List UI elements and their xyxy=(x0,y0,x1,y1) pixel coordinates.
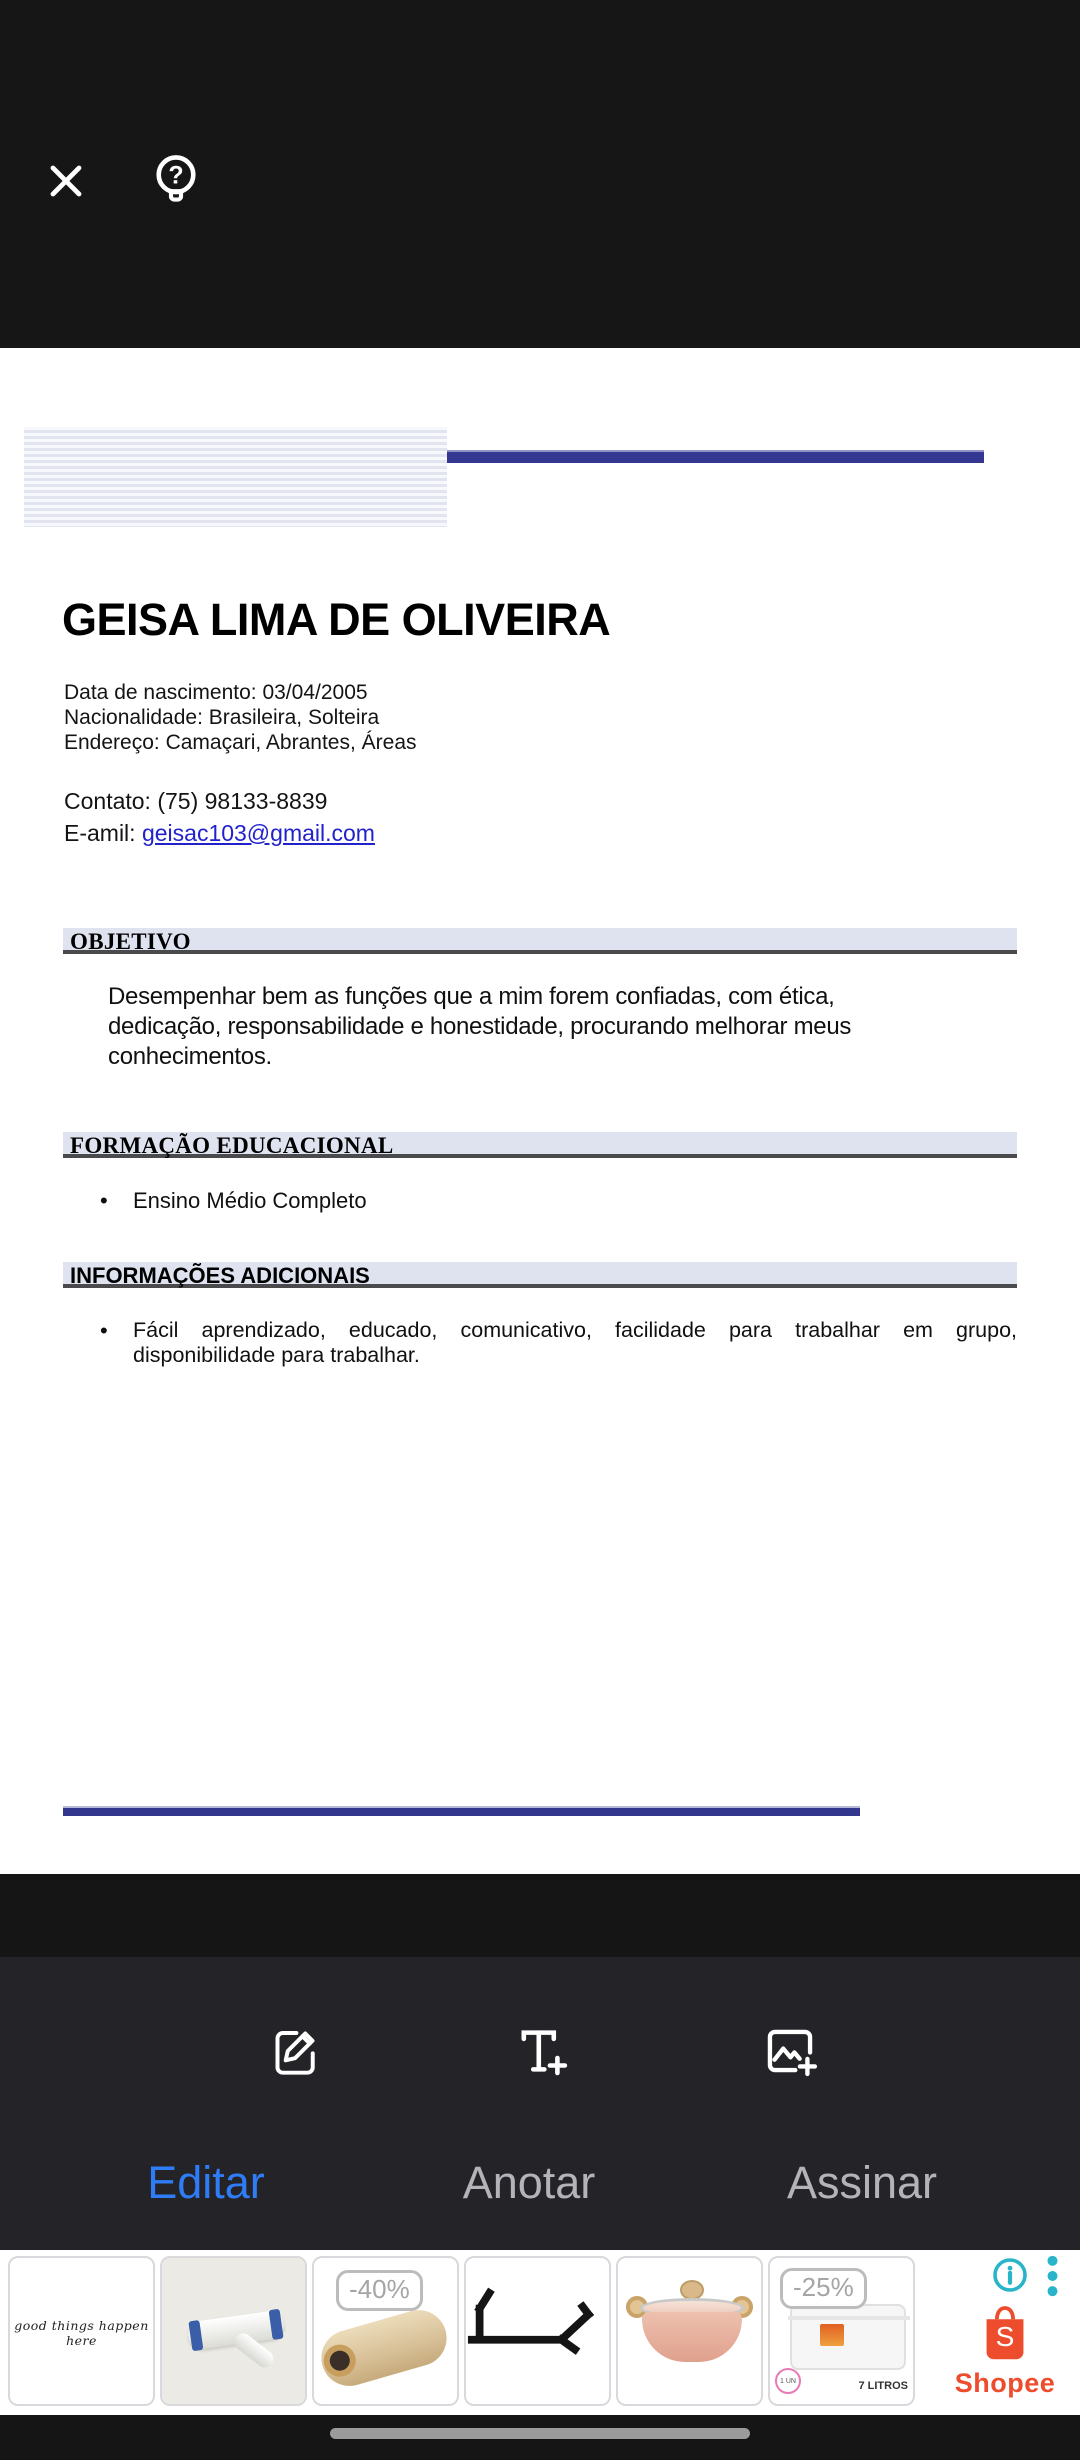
add-image-tool-button[interactable] xyxy=(760,2022,820,2082)
ad-options-button[interactable] xyxy=(1042,2254,1062,2298)
bullet-text: Fácil aprendizado, educado, comunicativo, facilidade para trabalhar em grupo, disponibilidade para trabalhar. xyxy=(133,1318,1017,1367)
email-label: E-amil: xyxy=(64,820,142,846)
ad-info-icon xyxy=(992,2281,1028,2296)
close-button[interactable] xyxy=(42,158,90,206)
container-unit-badge: 1 UN xyxy=(775,2368,801,2394)
container-size-label: 7 LITROS xyxy=(858,2380,908,2392)
ad-product-card-pot[interactable] xyxy=(616,2256,763,2406)
product-photo-container xyxy=(790,2304,906,2370)
add-image-icon xyxy=(761,2068,819,2083)
ad-product-card-container[interactable] xyxy=(768,2256,915,2406)
document-page[interactable] xyxy=(0,348,1080,1874)
personal-info xyxy=(64,680,417,755)
contact-line: Contato: (75) 98133-8839 xyxy=(64,788,328,814)
help-button[interactable] xyxy=(150,152,202,212)
info-line: Data de nascimento: 03/04/2005 xyxy=(64,681,368,704)
bottom-toolbar xyxy=(0,1957,1080,2250)
product-photo-plastic-wrap xyxy=(315,2303,453,2392)
three-dots-menu-icon xyxy=(1046,2286,1059,2301)
email-link[interactable]: geisac103@gmail.com xyxy=(141,820,375,846)
product-photo-bracket xyxy=(466,2258,609,2404)
tab-editar[interactable]: Editar xyxy=(147,2157,265,2208)
section-header-adicionais: INFORMAÇÕES ADICIONAIS xyxy=(63,1262,1017,1288)
section-header-objetivo: OBJETIVO xyxy=(63,928,1017,954)
tab-anotar[interactable]: Anotar xyxy=(462,2157,596,2208)
ad-brand-column xyxy=(930,2250,1080,2415)
bullet-dot xyxy=(100,1318,133,1368)
help-glyph: ? xyxy=(168,161,184,190)
help-lightbulb-icon xyxy=(151,161,201,213)
objetivo-paragraph: Desempenhar bem as funções que a mim forem confiadas, com ética, dedicação, responsabilidade e honestidade, procurando melhorar meus conhecimentos. xyxy=(108,983,852,1070)
discount-badge: -25% xyxy=(780,2268,867,2309)
edit-pencil-icon xyxy=(267,2067,323,2082)
header-stripe-graphic xyxy=(24,427,447,527)
system-nav-bar xyxy=(0,2415,1080,2460)
ad-product-card-plastic-wrap[interactable] xyxy=(312,2256,459,2406)
email-line xyxy=(64,820,375,847)
discount-badge: -40% xyxy=(336,2270,423,2311)
add-text-tool-button[interactable] xyxy=(510,2022,570,2082)
tab-assinar[interactable]: Assinar xyxy=(786,2157,938,2208)
shopee-bag-letter: S xyxy=(995,2321,1015,2353)
adicionais-bullet-item xyxy=(100,1318,1017,1368)
bullet-dot xyxy=(100,1188,133,1214)
shopee-brand-name: Shopee xyxy=(954,2368,1056,2398)
shopee-bag-icon xyxy=(978,2321,1032,2366)
ad-product-card-quote[interactable] xyxy=(8,2256,155,2406)
letterbox-gap xyxy=(0,1874,1080,1957)
section-header-formacao: FORMAÇÃO EDUCACIONAL xyxy=(63,1132,1017,1158)
bullet-text: Ensino Médio Completo xyxy=(133,1188,367,1213)
resume-name-heading: GEISA LIMA DE OLIVEIRA xyxy=(62,594,611,645)
edit-tool-button[interactable] xyxy=(265,2022,325,2082)
ad-quote-text: good things happen here xyxy=(14,2318,149,2348)
ad-info-button[interactable] xyxy=(992,2257,1028,2293)
info-line: Nacionalidade: Brasileira, Solteira xyxy=(64,706,380,729)
header-blue-rule xyxy=(447,450,984,463)
top-app-bar xyxy=(0,0,1080,348)
add-text-icon xyxy=(511,2068,569,2083)
product-photo-connector xyxy=(162,2258,305,2404)
ad-product-card-connector[interactable] xyxy=(160,2256,307,2406)
ad-product-card-bracket[interactable] xyxy=(464,2256,611,2406)
shopee-brand-link[interactable] xyxy=(930,2302,1080,2399)
home-indicator[interactable] xyxy=(330,2428,750,2439)
ad-banner xyxy=(0,2250,1080,2415)
info-line: Endereço: Camaçari, Abrantes, Áreas xyxy=(64,731,417,754)
close-icon xyxy=(43,192,89,207)
footer-blue-rule xyxy=(63,1806,860,1816)
formacao-bullet-item xyxy=(100,1188,367,1214)
